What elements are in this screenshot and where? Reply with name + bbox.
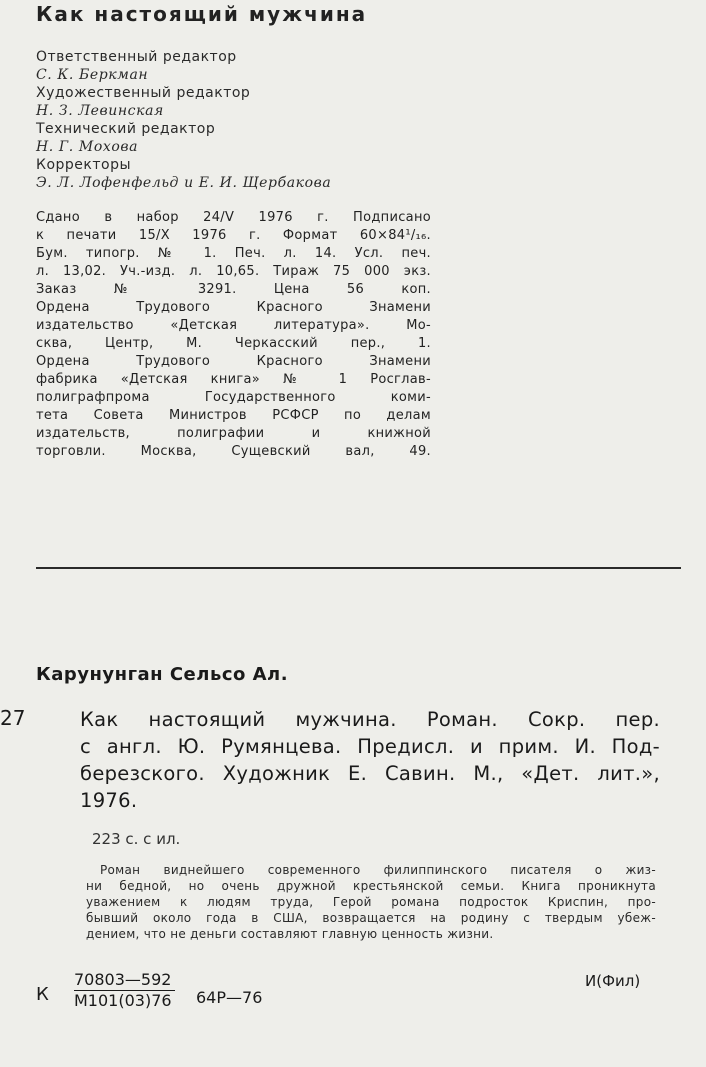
index-denominator: М101(03)76	[74, 991, 172, 1010]
index-suffix: 64Р—76	[196, 988, 263, 1007]
annotation-block	[86, 862, 656, 942]
credit-role: Технический редактор	[36, 121, 216, 137]
imprint-line: л. 13,02. Уч.-изд. л. 10,65. Тираж 75 000 экз.	[36, 264, 431, 279]
author-heading: Карунунган Сельсо Ал.	[36, 664, 289, 685]
book-title: Как настоящий мужчина	[36, 2, 368, 26]
imprint-line: сква, Центр, М. Черкасский пер., 1.	[36, 336, 431, 351]
credit-name: Н. Г. Мохова	[36, 139, 139, 155]
credit-name: Н. З. Левинская	[36, 103, 164, 119]
classification-code: И(Фил)	[585, 972, 641, 990]
library-code: 27	[0, 706, 26, 730]
bib-line: березского. Художник Е. Савин. М., «Дет. лит.»,	[80, 762, 660, 785]
imprint-line: издательств, полиграфии и книжной	[36, 426, 431, 441]
page-count: 223 с. с ил.	[92, 830, 181, 848]
imprint-line: Бум. типогр. № 1. Печ. л. 14. Усл. печ.	[36, 246, 431, 261]
imprint-line: тета Совета Министров РСФСР по делам	[36, 408, 431, 423]
credit-role: Ответственный редактор	[36, 49, 237, 65]
annotation-line: Роман виднейшего современного филиппинского писателя о жиз-	[100, 863, 656, 877]
bib-line: 1976.	[80, 789, 138, 812]
imprint-block	[36, 209, 431, 461]
credit-name: С. К. Беркман	[36, 67, 149, 83]
bibliographic-description	[80, 706, 660, 814]
annotation-line: дением, что не деньги составляют главную ценность жизни.	[86, 927, 494, 941]
index-letter: К	[36, 984, 49, 1005]
annotation-line: ни бедной, но очень дружной крестьянской семьи. Книга проникнута	[86, 879, 656, 893]
bib-line: Как настоящий мужчина. Роман. Сокр. пер.	[80, 708, 660, 731]
index-fraction	[74, 970, 175, 1011]
imprint-line: Сдано в набор 24/V 1976 г. Подписано	[36, 210, 431, 225]
credit-name: Э. Л. Лофенфельд и Е. И. Щербакова	[36, 175, 332, 191]
annotation-line: бывший около года в США, возвращается на родину с твердым убеж-	[86, 911, 656, 925]
credit-role: Художественный редактор	[36, 85, 251, 101]
section-divider	[36, 567, 681, 569]
imprint-line: издательство «Детская литература». Мо-	[36, 318, 431, 333]
imprint-line: Заказ № 3291. Цена 56 коп.	[36, 282, 431, 297]
credit-art-editor	[36, 84, 436, 120]
imprint-line: фабрика «Детская книга» № 1 Росглав-	[36, 372, 431, 387]
imprint-line: Ордена Трудового Красного Знамени	[36, 300, 431, 315]
annotation-line: уважением к людям труда, Герой романа подросток Криспин, про-	[86, 895, 656, 909]
imprint-line: полиграфпрома Государственного коми-	[36, 390, 431, 405]
credit-proofreaders	[36, 156, 436, 192]
credits-block	[36, 48, 436, 192]
index-numerator: 70803—592	[74, 970, 175, 991]
credit-responsible-editor	[36, 48, 436, 84]
credit-role: Корректоры	[36, 157, 132, 173]
imprint-line: к печати 15/X 1976 г. Формат 60×84¹/₁₆.	[36, 228, 431, 243]
credit-technical-editor	[36, 120, 436, 156]
imprint-line: Ордена Трудового Красного Знамени	[36, 354, 431, 369]
bib-line: с англ. Ю. Румянцева. Предисл. и прим. И. Под-	[80, 735, 660, 758]
imprint-line: торговли. Москва, Сущевский вал, 49.	[36, 444, 431, 459]
